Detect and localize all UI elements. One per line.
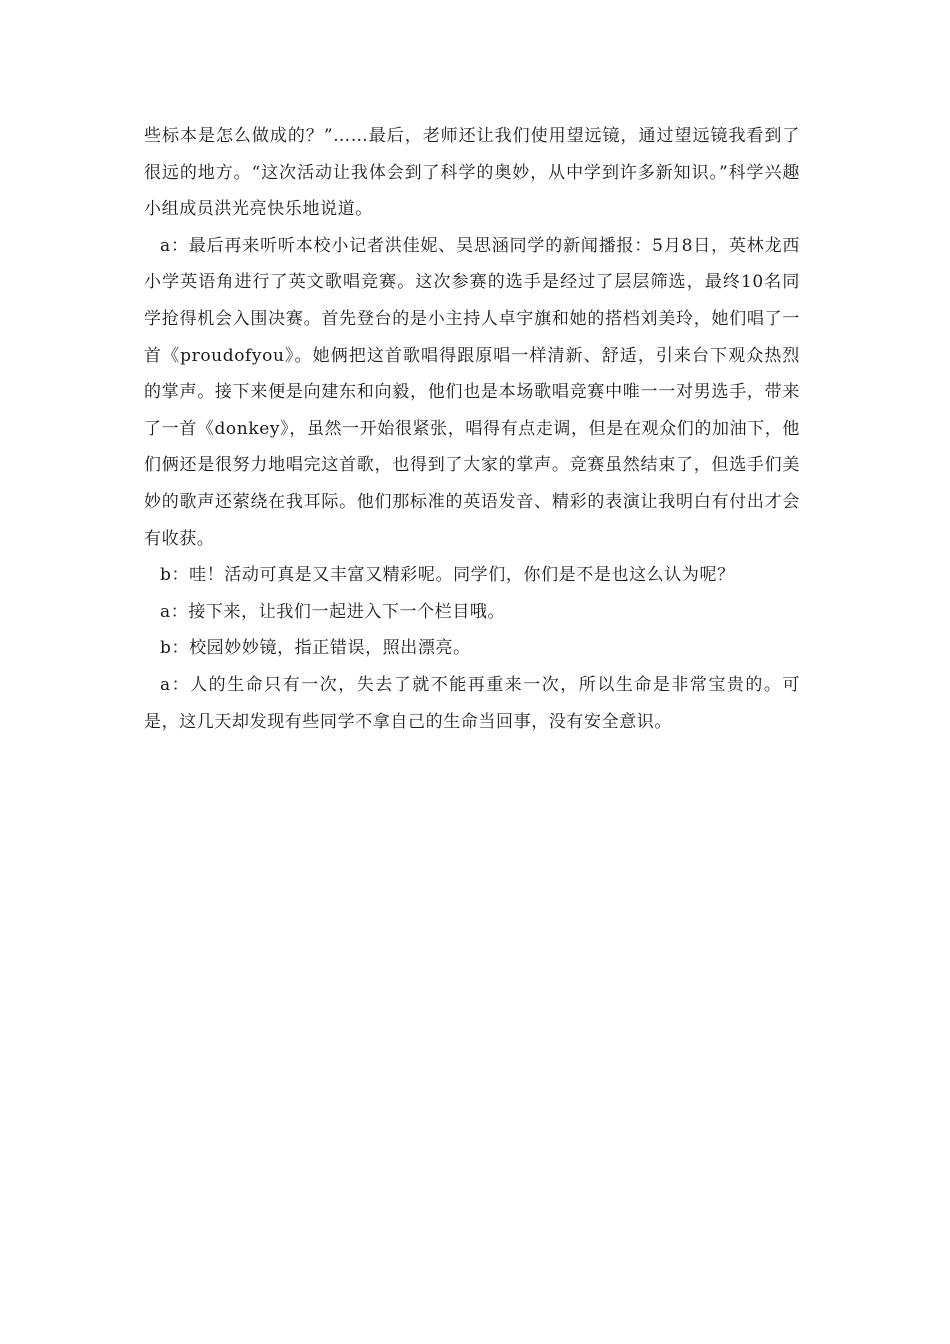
paragraph-5: b：校园妙妙镜，指正错误，照出漂亮。 (160, 638, 471, 659)
paragraph-2: a：最后再来听听本校小记者洪佳妮、吴思涵同学的新闻播报：5月8日，英林龙西小学英语角进行了英文歌唱竞赛。这次参赛的选手是经过了层层筛选，最终10名同学抢得机会入围决赛。首先登台的是小主持人卓宇旗和她的搭档刘美玲，她们唱了一首《proudofyou》。她俩把这首歌唱得跟原唱一样清新、舒适，引来台下观众热烈的掌声。接下来便是向建东和向毅，他们也是本场歌唱竞赛中唯一一对男选手，带来了一首《donkey》，虽然一开始很紧张，唱得有点走调，但是在观众们的加油下，他们俩还是很努力地唱完这首歌，也得到了大家的掌声。竞赛虽然结束了，但选手们美妙的歌声还萦绕在我耳际。他们那标准的英语发音、精彩的表演让我明白有付出才会有收获。 (144, 235, 800, 549)
paragraph-4: a：接下来，让我们一起进入下一个栏目哦。 (160, 601, 506, 622)
paragraph-1: 些标本是怎么做成的？”……最后，老师还让我们使用望远镜，通过望远镜我看到了很远的地方。“这次活动让我体会到了科学的奥妙，从中学到许多新知识。”科学兴趣小组成员洪光亮快乐地说道。 (144, 126, 800, 220)
paragraph-6: a：人的生命只有一次，失去了就不能再重来一次，所以生命是非常宝贵的。可是，这几天却发现有些同学不拿自己的生命当回事，没有安全意识。 (144, 674, 800, 732)
document-body (144, 118, 800, 740)
paragraph-3: b：哇！活动可真是又丰富又精彩呢。同学们，你们是不是也这么认为呢？ (160, 565, 735, 586)
